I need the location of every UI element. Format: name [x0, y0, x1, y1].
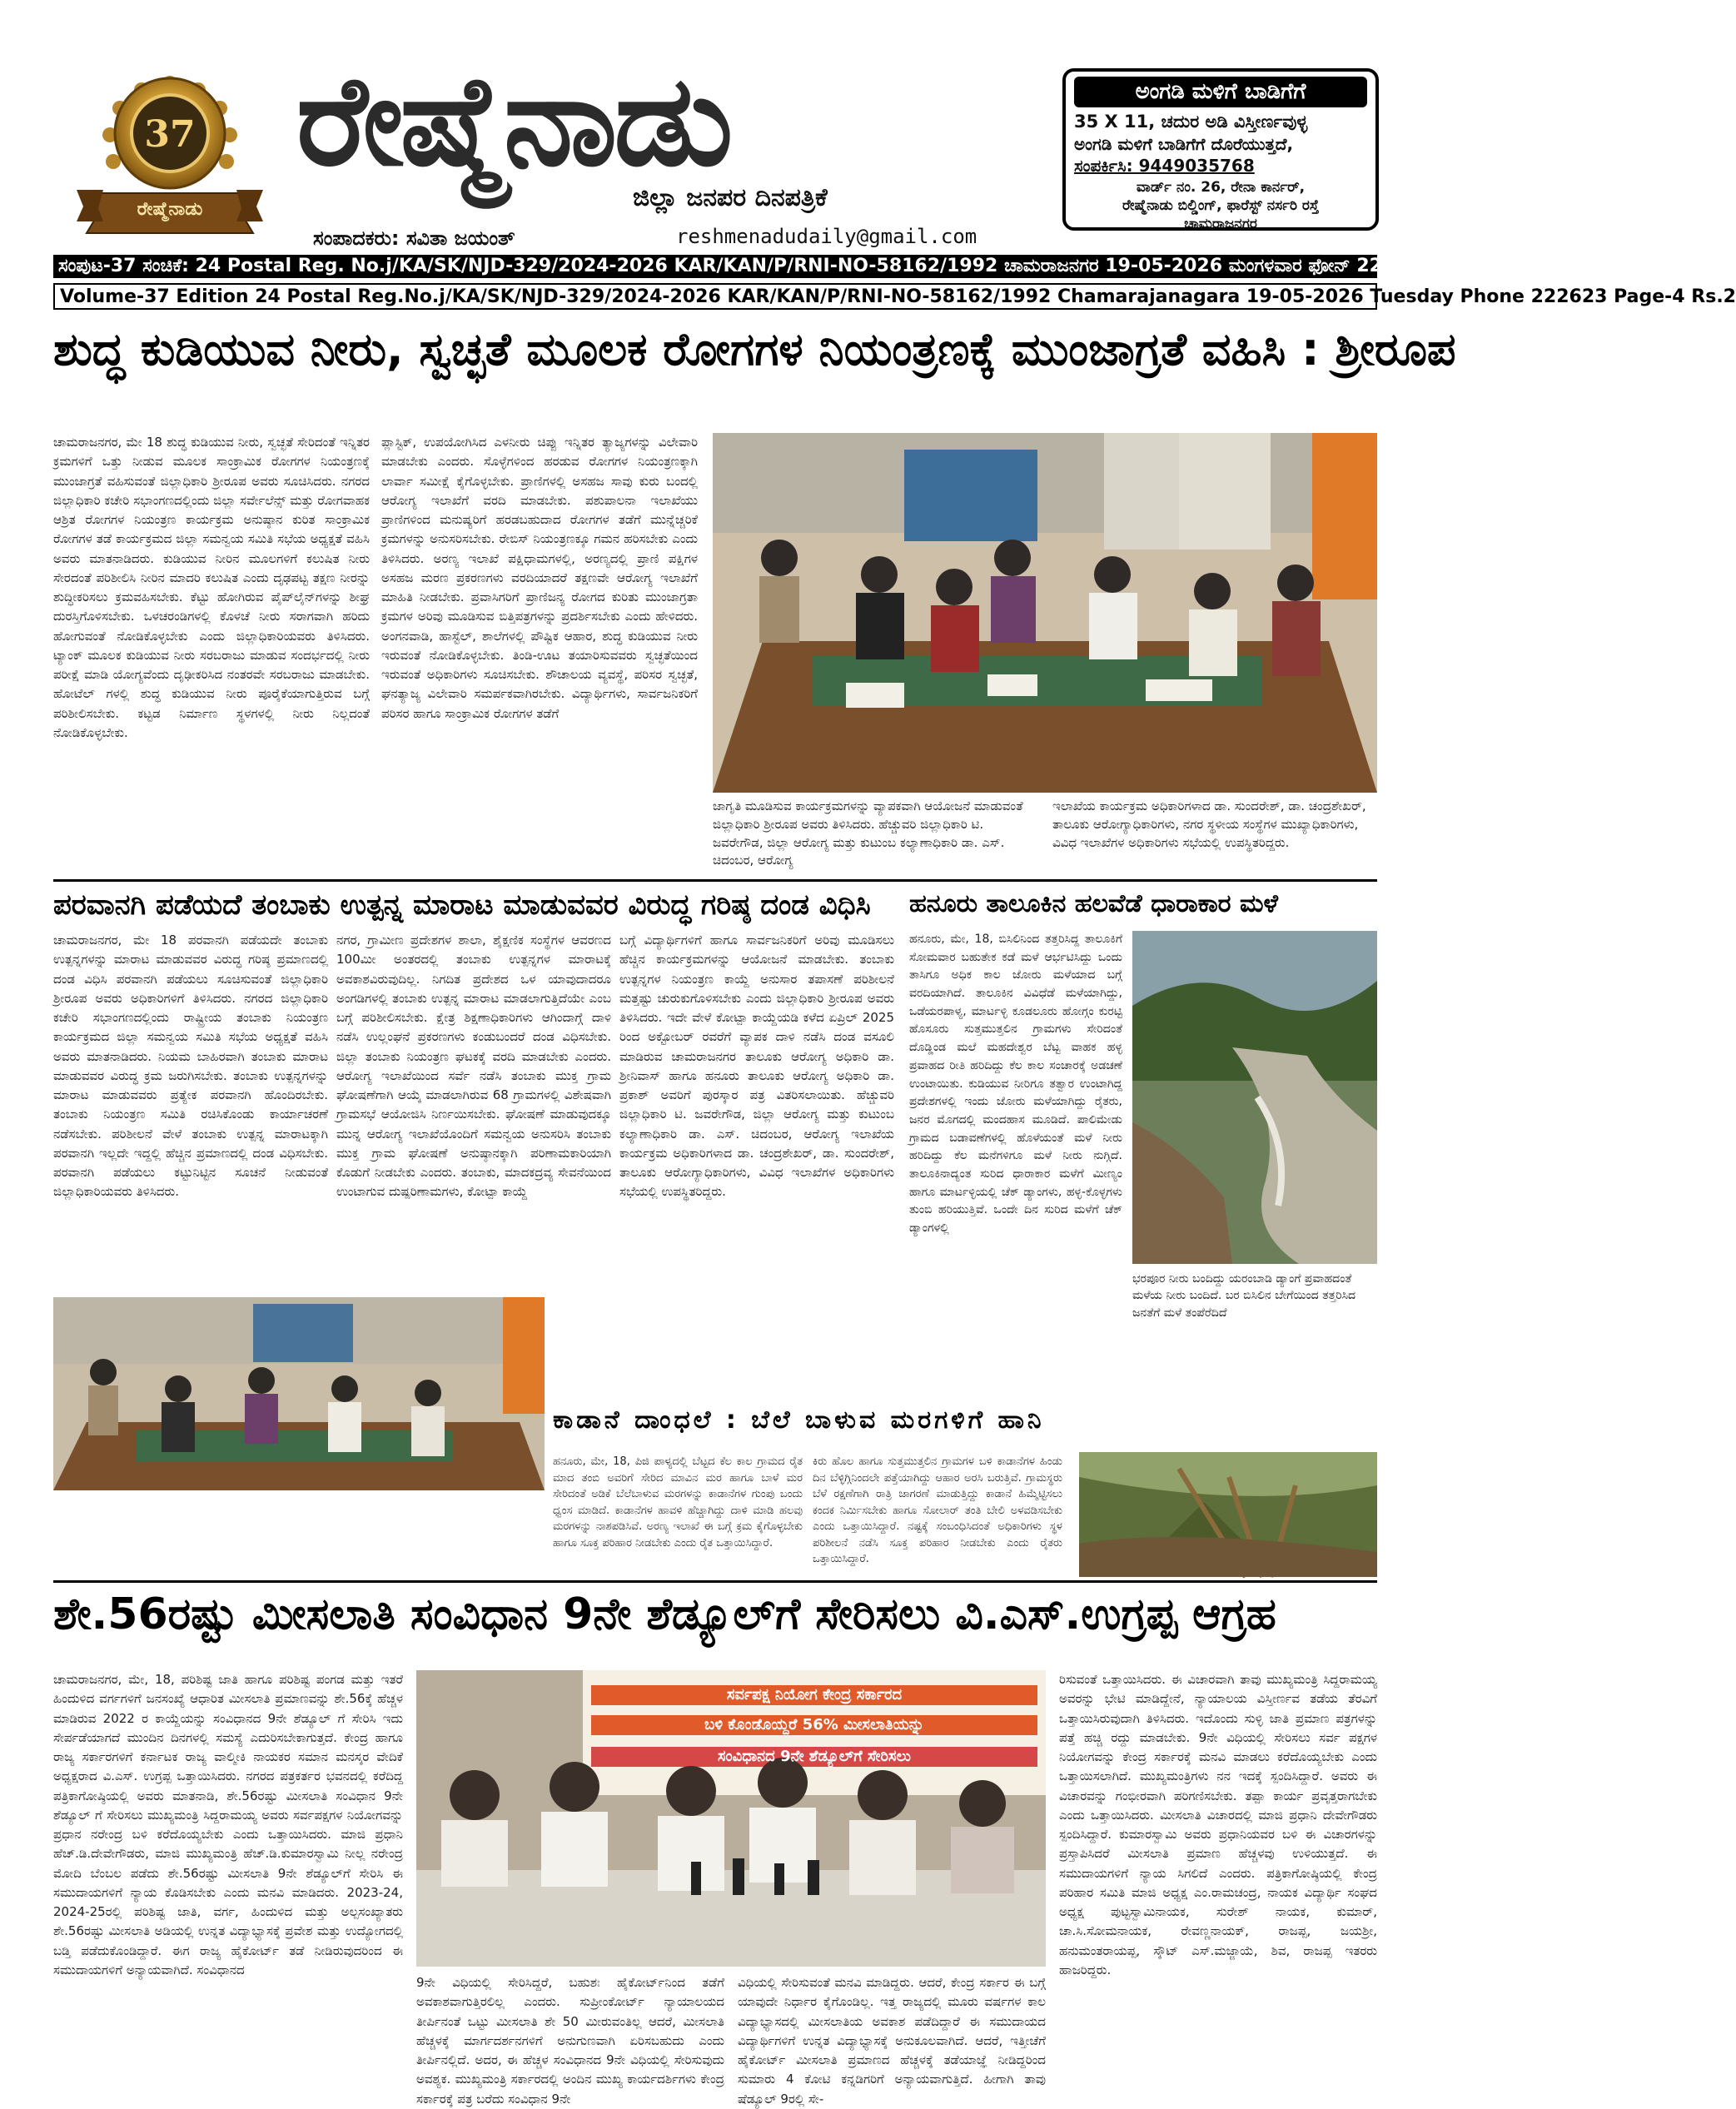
story2-headline: ಪರವಾನಗಿ ಪಡೆಯದೆ ತಂಬಾಕು ಉತ್ಪನ್ನ ಮಾರಾಟ ಮಾಡುವವರ ವಿರುದ್ಧ ಗರಿಷ್ಠ ದಂಡ ವಿಧಿಸಿ [53, 888, 871, 922]
issue-info-strip-kannada: ಸಂಪುಟ-37 ಸಂಚಿಕೆ: 24 Postal Reg. No.j/KA/SK/NJD-329/2024-2026 KAR/KAN/P/RNI-NO-58162/1992 ಚಾಮರಾಜನಗರ 19-05-2026 ಮಂಗಳವಾರ ಫೋನ್ 222623, ಪುಟ-4 ರೂ. 2 [53, 255, 1377, 278]
newspaper-tagline: ಜಿಲ್ಲಾ ಜನಪರ ದಿನಪತ್ರಿಕೆ [633, 183, 828, 212]
story1-column: ಚಾಮರಾಜನಗರ, ಮೇ 18 ಶುದ್ಧ ಕುಡಿಯುವ ನೀರು, ಸ್ವಚ್ಛತೆ ಸೇರಿದಂತೆ ಇನ್ನಿತರ ಕ್ರಮಗಳಿಗೆ ಒತ್ತು ನೀಡುವ ಮೂಲಕ ಸಾಂಕ್ರಾಮಿಕ ರೋಗಗಳ ನಿಯಂತ್ರಣಕ್ಕೆ ಮುಂಜಾಗ್ರತೆ ವಹಿಸುವಂತೆ ಜಿಲ್ಲಾಧಿಕಾರಿ ಶ್ರೀರೂಪ ಅವರು ಸೂಚಿಸಿದರು. ನಗರದ ಜಿಲ್ಲಾಧಿಕಾರಿ ಕಚೇರಿ ಸಭಾಂಗಣದಲ್ಲಿಂದು ಜಿಲ್ಲಾ ಸರ್ವೇಲೆನ್ಸ್ ಮತ್ತು ರೋಗವಾಹಕ ಆಶ್ರಿತ ರೋಗಗಳ ನಿಯಂತ್ರಣ ಕಾರ್ಯಕ್ರಮ ಅನುಷ್ಠಾನ ಕುರಿತ ಸಾಂಕ್ರಾಮಿಕ ರೋಗಗಳ ತಡೆ ಕಾರ್ಯಕ್ರಮದ ಜಿಲ್ಲಾ ಸಮನ್ವಯ ಸಮಿತಿ ಸಭೆಯ ಅಧ್ಯಕ್ಷತೆ ವಹಿಸಿ ಅವರು ಮಾತನಾಡಿದರು. ಕುಡಿಯುವ ನೀರಿನ ಮೂಲಗಳಿಗೆ ಕಲುಷಿತ ನೀರು ಸೇರದಂತೆ ಪರಿಶೀಲಿಸಿ ನೀರಿನ ಮಾದರಿ ಕಲುಷಿತ ಎಂದು ದೃಢಪಟ್ಟ ತಕ್ಷಣ ನೀರನ್ನು ಶುದ್ಧೀಕರಿಸಲು ಕ್ರಮವಹಿಸಬೇಕು. ಕೆಟ್ಟು ಹೋಗಿರುವ ಪೈಪ್‌ಲೈನ್‌ಗಳನ್ನು ಶೀಘ್ರ ದುರಸ್ತಿಗೊಳಿಸಬೇಕು. ಒಳಚರಂಡಿಗಳಲ್ಲಿ ಕೊಳಚೆ ನೀರು ಸರಾಗವಾಗಿ ಹರಿದು ಹೋಗುವಂತೆ ನೋಡಿಕೊಳ್ಳಬೇಕು ಎಂದು ಜಿಲ್ಲಾಧಿಕಾರಿಯವರು ತಿಳಿಸಿದರು. ಟ್ಯಾಂಕ್ ಮೂಲಕ ಕುಡಿಯುವ ನೀರು ಸರಬರಾಜು ಮಾಡುವ ಸಂದರ್ಭದಲ್ಲಿ ನೀರು ಪರೀಕ್ಷೆ ಮಾಡಿ ಯೋಗ್ಯವೆಂದು ದೃಢೀಕರಿಸಿದ ನಂತರವೇ ಸರಬರಾಜು ಮಾಡಬೇಕು. ಹೋಟೆಲ್ ಗಳಲ್ಲಿ ಶುದ್ಧ ಕುಡಿಯುವ ನೀರು ಪೂರೈಕೆಯಾಗುತ್ತಿರುವ ಬಗ್ಗೆ ಪರಿಶೀಲಿಸಬೇಕು. ಕಟ್ಟಡ ನಿರ್ಮಾಣ ಸ್ಥಳಗಳಲ್ಲಿ ನೀರು ನಿಲ್ಲದಂತೆ ನೋಡಿಕೊಳ್ಳಬೇಕು. [53, 435, 370, 740]
story4-column: ಕಿರು ಹೊಲ ಹಾಗೂ ಸುತ್ತಮುತ್ತಲಿನ ಗ್ರಾಮಗಳ ಬಳಿ ಕಾಡಾನೆಗಳ ಹಿಂಡು ದಿನ ಬೆಳ್ಳಿಗ್ಗಿನಿಂದಲೇ ಪತ್ತೆಯಾಗಿದ್ದು ಆಹಾರ ಅರಸಿ ಬರುತ್ತಿವೆ. ಗ್ರಾಮಸ್ಥರು ಬೆಳೆ ರಕ್ಷಣೆಗಾಗಿ ರಾತ್ರಿ ಜಾಗರಣೆ ಮಾಡುತ್ತಿದ್ದು ಕಾಡಾನೆ ಹಿಮ್ಮೆಟ್ಟಿಸಲು ಕಂದಕ ನಿರ್ಮಿಸಬೇಕು ಹಾಗೂ ಸೋಲಾರ್ ತಂತಿ ಬೇಲಿ ಅಳವಡಿಸಬೇಕು ಎಂದು ಒತ್ತಾಯಿಸಿದ್ದಾರೆ. ನಷ್ಟಕ್ಕೆ ಸಂಬಂಧಿಸಿದಂತೆ ಅಧಿಕಾರಿಗಳು ಸ್ಥಳ ಪರಿಶೀಲನೆ ನಡೆಸಿ ಸೂಕ್ತ ಪರಿಹಾರ ನೀಡಬೇಕು ಎಂದು ರೈತರು ಒತ್ತಾಯಿಸಿದ್ದಾರೆ. [813, 1455, 1062, 1565]
story2-column: ಚಾಮರಾಜನಗರ, ಮೇ 18 ಪರವಾನಗಿ ಪಡೆಯದೇ ತಂಬಾಕು ಉತ್ಪನ್ನಗಳನ್ನು ಮಾರಾಟ ಮಾಡುವವರ ವಿರುದ್ಧ ಗರಿಷ್ಠ ಪ್ರಮಾಣದಲ್ಲಿ ದಂಡ ವಿಧಿಸಿ ಪರವಾನಗಿ ಪಡೆಯಲು ಸೂಚಿಸುವಂತೆ ಜಿಲ್ಲಾಧಿಕಾರಿ ಶ್ರೀರೂಪ ಅವರು ಅಧಿಕಾರಿಗಳಿಗೆ ತಿಳಿಸಿದರು. ನಗರದ ಜಿಲ್ಲಾಧಿಕಾರಿ ಕಚೇರಿ ಸಭಾಂಗಣದಲ್ಲಿಂದು ರಾಷ್ಟ್ರೀಯ ತಂಬಾಕು ನಿಯಂತ್ರಣ ಕಾರ್ಯಕ್ರಮದ ಜಿಲ್ಲಾ ಸಮನ್ವಯ ಸಮಿತಿ ಸಭೆಯ ಅಧ್ಯಕ್ಷತೆ ವಹಿಸಿ ಅವರು ಮಾತನಾಡಿದರು. ನಿಯಮ ಬಾಹಿರವಾಗಿ ತಂಬಾಕು ಮಾರಾಟ ಮಾಡುವವರ ವಿರುದ್ಧ ಕ್ರಮ ಜರುಗಿಸಬೇಕು. ತಂಬಾಕು ಉತ್ಪನ್ನಗಳನ್ನು ಮಾರಾಟ ಮಾಡುವವರು ಪ್ರತ್ಯೇಕ ಪರವಾನಗಿ ಹೊಂದಿರಬೇಕು. ತಂಬಾಕು ನಿಯಂತ್ರಣ ಸಮಿತಿ ರಚಿಸಿಕೊಂಡು ಕಾರ್ಯಾಚರಣೆ ನಡೆಸಬೇಕು. ಪರಿಶೀಲನೆ ವೇಳೆ ತಂಬಾಕು ಉತ್ಪನ್ನ ಮಾರಾಟಕ್ಕಾಗಿ ಪರವಾನಗಿ ಇಲ್ಲದೇ ಇದ್ದಲ್ಲಿ ಹೆಚ್ಚಿನ ಪ್ರಮಾಣದಲ್ಲಿ ದಂಡ ವಿಧಿಸಬೇಕು. ಪರವಾನಗಿ ಪಡೆಯಲು ಕಟ್ಟುನಿಟ್ಟಿನ ಸೂಚನೆ ನೀಡುವಂತೆ ಜಿಲ್ಲಾಧಿಕಾರಿಯವರು ತಿಳಿಸಿದರು. [53, 933, 328, 1200]
story4-headline: ಕಾಡಾನೆ ದಾಂಧಲೆ : ಬೆಲೆ ಬಾಳುವ ಮರಗಳಿಗೆ ಹಾನಿ [553, 1405, 1045, 1435]
section-divider [53, 1580, 1377, 1583]
ad-address: ರೇಷ್ಮೆನಾಡು ಬಿಲ್ಡಿಂಗ್, ಫಾರೆಸ್ಟ್ ನರ್ಸರಿ ರಸ್ತೆ [1122, 197, 1320, 215]
story1-caption: ಇಲಾಖೆಯ ಕಾರ್ಯಕ್ರಮ ಅಧಿಕಾರಿಗಳಾದ ಡಾ. ಸುಂದರೇಶ್, ಡಾ. ಚಂದ್ರಶೇಖರ್, ತಾಲೂಕು ಆರೋಗ್ಯಾಧಿಕಾರಿಗಳು, ನಗರ ಸ್ಥಳೀಯ ಸಂಸ್ಥೆಗಳ ಮುಖ್ಯಾಧಿಕಾರಿಗಳು, ವಿವಿಧ ಇಲಾಖೆಗಳ ಅಧಿಕಾರಿಗಳು ಸಭೆಯಲ್ಲಿ ಉಪಸ್ಥಿತರಿದ್ದರು. [1052, 798, 1366, 850]
section-divider [53, 879, 1377, 882]
press-banner-text: ಬಳಿ ಕೊಂಡೊಯ್ದರೆ 56% ಮೀಸಲಾತಿಯನ್ನು [704, 1716, 924, 1733]
story3-caption: ಭರಪೂರ ನೀರು ಬಂದಿದ್ದು ಯರಂಬಾಡಿ ಡ್ಯಾಂಗೆ ಪ್ರವಾಹದಂತೆ ಮಳೆಯ ನೀರು ಬಂದಿದೆ. ಬರ ಬಿಸಿಲಿನ ಬೇಗೆಯಿಂದ ತತ್ತರಿಸಿದ ಜನತೆಗೆ ಮಳೆ ತಂಪೆರೆದಿದೆ [1132, 1272, 1356, 1320]
masthead [0, 0, 1420, 250]
story5-column: ವಿಧಿಯಲ್ಲಿ ಸೇರಿಸುವಂತೆ ಮನವಿ ಮಾಡಿದ್ದರು. ಆದರೆ, ಕೇಂದ್ರ ಸರ್ಕಾರ ಈ ಬಗ್ಗೆ ಯಾವುದೇ ನಿರ್ಧಾರ ಕೈಗೊಂಡಿಲ್ಲ. ಇತ್ತ ರಾಜ್ಯದಲ್ಲಿ ಮೂರು ವರ್ಷಗಳ ಕಾಲ ವಿದ್ಯಾಭ್ಯಾಸದಲ್ಲಿ ಮೀಸಲಾತಿಯ ಅವಕಾಶ ಪಡೆದಿದ್ದಾರೆ ಈ ಸಮುದಾಯದ ವಿದ್ಯಾರ್ಥಿಗಳಿಗೆ ಉನ್ನತ ವಿದ್ಯಾಭ್ಯಾಸಕ್ಕೆ ಅನುಕೂಲವಾಗಿದೆ. ಆದರೆ, ಇತ್ತೀಚೆಗೆ ಹೈಕೋರ್ಟ್ ಮೀಸಲಾತಿ ಪ್ರಮಾಣದ ಹೆಚ್ಚಳಕ್ಕೆ ತಡೆಯಾಜ್ಞೆ ನೀಡಿದ್ದರಿಂದ ಸುಮಾರು 4 ಕೋಟಿ ಕನ್ನಡಿಗರಿಗೆ ಅನ್ಯಾಯವಾಗುತ್ತಿದೆ. ಹೀಗಾಗಿ ತಾವು ಷೆಡ್ಯೂಲ್ 9ರಲ್ಲಿ ಸೇ- [738, 1975, 1046, 2107]
ad-line: ಅಂಗಡಿ ಮಳಿಗೆ ಬಾಡಿಗೆಗೆ ದೊರೆಯುತ್ತದೆ, [1074, 134, 1294, 155]
logo-ribbon-text: ರೇಷ್ಮೆನಾಡು [137, 198, 203, 220]
elephant-damage-photo [1079, 1452, 1377, 1577]
story2-column: ಬಗ್ಗೆ ವಿದ್ಯಾರ್ಥಿಗಳಿಗೆ ಹಾಗೂ ಸಾರ್ವಜನಿಕರಿಗೆ ಅರಿವು ಮೂಡಿಸಲು ಹೆಚ್ಚಿನ ಕಾರ್ಯಕ್ರಮಗಳನ್ನು ಆಯೋಜನೆ ಮಾಡಬೇಕು. ತಂಬಾಕು ಉತ್ಪನ್ನಗಳ ನಿಯಂತ್ರಣ ಕಾಯ್ದೆ ಅನುಸಾರ ತಪಾಸಣೆ ಪರಿಶೀಲನೆ ಮತ್ತಷ್ಟು ಚುರುಕುಗೊಳಿಸಬೇಕು ಎಂದು ಜಿಲ್ಲಾಧಿಕಾರಿ ಶ್ರೀರೂಪ ಅವರು ತಿಳಿಸಿದರು. ಇದೇ ವೇಳೆ ಕೋಟ್ಪಾ ಕಾಯ್ದೆಯಡಿ ಕಳೆದ ಏಪ್ರಿಲ್ 2025 ರಿಂದ ಅಕ್ಟೋಬರ್ ರವರೆಗೆ ವ್ಯಾಪಕ ದಾಳಿ ನಡೆಸಿ ದಂಡ ವಸೂಲಿ ಮಾಡಿರುವ ಚಾಮರಾಜನಗರ ತಾಲೂಕು ಆರೋಗ್ಯ ಅಧಿಕಾರಿ ಡಾ. ಶ್ರೀನಿವಾಸ್ ಹಾಗೂ ಹನೂರು ತಾಲೂಕು ಆರೋಗ್ಯ ಅಧಿಕಾರಿ ಡಾ. ಪ್ರಕಾಶ್ ಅವರಿಗೆ ಪುರಸ್ಕಾರ ಪತ್ರ ವಿತರಿಸಲಾಯಿತು. ಹೆಚ್ಚುವರಿ ಜಿಲ್ಲಾಧಿಕಾರಿ ಟಿ. ಜವರೇಗೌಡ, ಜಿಲ್ಲಾ ಆರೋಗ್ಯ ಮತ್ತು ಕುಟುಂಬ ಕಲ್ಯಾಣಾಧಿಕಾರಿ ಡಾ. ಎಸ್. ಚಿದಂಬರ, ಆರೋಗ್ಯ ಇಲಾಖೆಯ ಕಾರ್ಯಕ್ರಮ ಅಧಿಕಾರಿಗಳಾದ ಡಾ. ಚಂದ್ರಶೇಖರ್, ಡಾ. ಸುಂದರೇಶ್, ತಾಲೂಕು ಆರೋಗ್ಯಾಧಿಕಾರಿಗಳು, ವಿವಿಧ ಇಲಾಖೆಗಳ ಅಧಿಕಾರಿಗಳು ಸಭೆಯಲ್ಲಿ ಉಪಸ್ಥಿತರಿದ್ದರು. [619, 933, 894, 1200]
story3-body: ಹನೂರು, ಮೇ, 18, ಬಿಸಿಲಿನಿಂದ ತತ್ತರಿಸಿದ್ದ ತಾಲೂಕಿಗೆ ಸೋಮವಾರ ಬಹುತೇಕ ಕಡೆ ಮಳೆ ಆರ್ಭಟಿಸಿದ್ದು ಒಂದು ತಾಸಿಗೂ ಅಧಿಕ ಕಾಲ ಜೋರು ಮಳೆಯಾದ ಬಗ್ಗೆ ವರದಿಯಾಗಿದೆ. ತಾಲೂಕಿನ ವಿವಿಧೆಡೆ ಮಳೆಯಾಗಿದ್ದು, ಒಡೆಯರಪಾಳ್ಯ, ಮಾರ್ಟಳ್ಳಿ ಕೂಡಲೂರು ಹೋಗ್ಗಂ ಕುರಟ್ಟಿ ಹೊಸೂರು ಸುತ್ತಮುತ್ತಲಿನ ಗ್ರಾಮಗಳು ಸೇರಿದಂತೆ ದೊಡ್ಡಿಂಡ ಮಲೆ ಮಹದೇಶ್ವರ ಬೆಟ್ಟ ವಾಹಕ ಹಳ್ಳ ಪ್ರವಾಹದ ರೀತಿ ಹರಿದಿದ್ದು ಕೆಲ ಕಾಲ ಸಂಚಾರಕ್ಕೆ ಅಡಚಣೆ ಉಂಟಾಯಿತು. ಕುಡಿಯುವ ನೀರಿಗೂ ತತ್ವಾರ ಉಂಟಾಗಿದ್ದ ಪ್ರದೇಶಗಳಲ್ಲಿ ಇಂದು ಜೋರು ಮಳೆಯಾಗಿದ್ದು ರೈತರು, ಜನರ ಮೊಗದಲ್ಲಿ ಮಂದಹಾಸ ಮೂಡಿದೆ. ಪಾಲಿಮೇಡು ಗ್ರಾಮದ ಬಡಾವಣೆಗಳಲ್ಲಿ ಹೊಳೆಯಂತೆ ಮಳೆ ನೀರು ಹರಿದಿದ್ದು ಕೆಲ ಮನೆಗಳಿಗೂ ಮಳೆ ನೀರು ನುಗ್ಗಿದೆ. ತಾಲೂಕಿನಾದ್ಯಂತ ಸುರಿದ ಧಾರಾಕಾರ ಮಳೆಗೆ ಮೀಣ್ಯಂ ಹಾಗೂ ಮಾರ್ಟಳ್ಳಿಯಲ್ಲಿ ಚೆಕ್ ಡ್ಯಾಂಗಳು, ಹಳ್ಳ-ಕೊಳ್ಳಗಳು ತುಂಬಿ ಹರಿಯುತ್ತಿವೆ. ಒಂದೇ ದಿನ ಸುರಿದ ಮಳೆಗೆ ಚೆಕ್ ಡ್ಯಾಂಗಳಲ್ಲಿ [909, 933, 1122, 1235]
story1-column: ಪ್ಲಾಸ್ಟಿಕ್, ಉಪಯೋಗಿಸಿದ ಎಳನೀರು ಚಿಪ್ಪು ಇನ್ನಿತರ ತ್ಯಾಜ್ಯಗಳನ್ನು ವಿಲೇವಾರಿ ಮಾಡಬೇಕು ಎಂದರು. ಸೊಳ್ಳೆಗಳಿಂದ ಹರಡುವ ರೋಗಗಳ ನಿಯಂತ್ರಣಕ್ಕಾಗಿ ಲಾರ್ವಾ ಸಮೀಕ್ಷೆ ಕೈಗೊಳ್ಳಬೇಕು. ಪ್ರಾಣಿಗಳಲ್ಲಿ ಅಸಹಜ ಸಾವು ಕುರು ಬಂದಲ್ಲಿ ಆರೋಗ್ಯ ಇಲಾಖೆಗೆ ವರದಿ ಮಾಡಬೇಕು. ಪಶುಪಾಲನಾ ಇಲಾಖೆಯು ಪ್ರಾಣಿಗಳಿಂದ ಮನುಷ್ಯರಿಗೆ ಹರಡಬಹುದಾದ ರೋಗಗಳ ತಡೆಗೆ ಮುನ್ನೆಚ್ಚರಿಕೆ ಕ್ರಮಗಳನ್ನು ಅನುಸರಿಸಬೇಕು. ರೇಬಿಸ್ ನಿಯಂತ್ರಣಕ್ಕೂ ಗಮನ ಹರಿಸಬೇಕು ಎಂದು ತಿಳಿಸಿದರು. ಅರಣ್ಯ ಇಲಾಖೆ ಪಕ್ಷಿಧಾಮಗಳಲ್ಲಿ, ಅರಣ್ಯದಲ್ಲಿ ಪ್ರಾಣಿ ಪಕ್ಷಿಗಳ ಅಸಹಜ ಮರಣ ಪ್ರಕರಣಗಳು ವರದಿಯಾದರೆ ತಕ್ಷಣವೇ ಆರೋಗ್ಯ ಇಲಾಖೆಗೆ ಮಾಹಿತಿ ನೀಡಬೇಕು. ಪ್ರವಾಸಿಗರಿಗೆ ಪ್ರಾಣಿಜನ್ಯ ರೋಗದ ಕುರಿತು ಮುಂಜಾಗ್ರತಾ ಕ್ರಮಗಳ ಅರಿವು ಮೂಡಿಸುವ ಬಿತ್ತಿಪತ್ರಗಳನ್ನು ಪ್ರದರ್ಶಿಸಬೇಕು ಎಂದು ಹೇಳಿದರು. ಅಂಗನವಾಡಿ, ಹಾಸ್ಟೆಲ್, ಶಾಲೆಗಳಲ್ಲಿ ಪೌಷ್ಟಿಕ ಆಹಾರ, ಶುದ್ಧ ಕುಡಿಯುವ ನೀರು ಇರುವಂತೆ ನೋಡಿಕೊಳ್ಳಬೇಕು. ತಿಂಡಿ-ಊಟ ತಯಾರಿಸುವವರು ಸ್ವಚ್ಛತೆಯಿಂದ ಇರುವಂತೆ ಅಧಿಕಾರಿಗಳು ಸೂಚಿಸಬೇಕು. ಶೌಚಾಲಯ ವ್ಯವಸ್ಥೆ, ಪರಿಸರ ಸ್ವಚ್ಛತೆ, ಘನತ್ಯಾಜ್ಯ ವಿಲೇವಾರಿ ಸಮರ್ಪಕವಾಗಿರಬೇಕು. ವಿದ್ಯಾರ್ಥಿಗಳು, ಸಾರ್ವಜನಿಕರಿಗೆ ಪರಿಸರ ಹಾಗೂ ಸಾಂಕ್ರಾಮಿಕ ರೋಗಗಳ ತಡೆಗೆ [381, 435, 698, 721]
story5-column: ರಿಸುವಂತೆ ಒತ್ತಾಯಿಸಿದರು. ಈ ವಿಚಾರವಾಗಿ ತಾವು ಮುಖ್ಯಮಂತ್ರಿ ಸಿದ್ದರಾಮಯ್ಯ ಅವರನ್ನು ಭೇಟಿ ಮಾಡಿದ್ದೇನೆ, ನ್ಯಾಯಾಲಯ ವಿಸ್ತೀರ್ಣವ ತಡೆಯ ತೆರವಿಗೆ ಒತ್ತಾಯಿಸಿರುವುದಾಗಿ ತಿಳಿಸಿದರು. ಇದೊಂದು ಸುಳ್ಳಿ ಜಾತಿ ಪ್ರಮಾಣ ಪತ್ರಗಳನ್ನು ಪತ್ತೆ ಹಚ್ಚಿ ರದ್ದು ಮಾಡಬೇಕು. 9ನೇ ವಿಧಿಯಲ್ಲಿ ಸೇರಿಸಲು ಸರ್ವ ಪಕ್ಷಗಳ ನಿಯೋಗವನ್ನು ಕೇಂದ್ರ ಸರ್ಕಾರಕ್ಕೆ ಮನವಿ ಮಾಡಲು ಕರೆದೊಯ್ಯಬೇಕು ಎಂದು ಒತ್ತಾಯಿಸಲಾಗಿದೆ. ಮುಖ್ಯಮಂತ್ರಿಗಳು ನನ ಇದಕ್ಕೆ ಸ್ಪಂದಿಸಿದ್ದಾರೆ. ಅವರು ಈ ವಿಚಾರವನ್ನು ಗಂಭೀರವಾಗಿ ಪರಿಗಣಿಸಬೇಕು. ತಪ್ಪಾ ಕಾರ್ಯ ಪ್ರವೃತ್ತರಾಗಬೇಕು ಎಂದು ಒತ್ತಾಯಿಸಿದರು. ಮೀಸಲಾತಿ ವಿಚಾರದಲ್ಲಿ ಮಾಜಿ ಪ್ರಧಾನಿ ದೇವೇಗೌಡರು ಸ್ಪಂದಿಸಿದ್ದಾರೆ. ಕುಮಾರಸ್ವಾಮಿ ಅವರು ಪ್ರಧಾನಿಯವರ ಬಳಿ ಈ ವಿಚಾರಗಳನ್ನು ಪ್ರಸ್ತಾಪಿಸಿದರೆ ಮೀಸಲಾತಿ ಪ್ರಮಾಣ ಹೆಚ್ಚಳವು ಉಳಿಯುತ್ತದೆ. ಈ ಸಮುದಾಯಗಳಿಗೆ ನ್ಯಾಯ ಸಿಗಲಿದೆ ಎಂದರು. ಪತ್ರಿಕಾಗೋಷ್ಠಿಯಲ್ಲಿ ಕೇಂದ್ರ ಪರಿಹಾರ ಸಮಿತಿ ಮಾಜಿ ಅಧ್ಯಕ್ಷ ಎಂ.ರಾಮಚಂದ್ರ, ನಾಯಕ ವಿದ್ಯಾರ್ಥಿ ಸಂಘದ ಅಧ್ಯಕ್ಷ ಪುಟ್ಟಸ್ವಾಮಿನಾಯಕ, ಸುರೇಶ್ ನಾಯಕ, ಕುಮಾರ್, ಚಾ.ಸಿ.ಸೋಮನಾಯಕ, ರೇವಣ್ಣನಾಯಕ್, ರಾಜಪ್ಪ, ಜಯಶ್ರೀ, ಹನುಮಂತರಾಯಪ್ಪ, ಸ್ಕೌಟ್ ಎಸ್.ಮಜ್ಜಾಯೆ, ಶಿವ, ರಾಜಪ್ಪ ಇತರರು ಹಾಜರಿದ್ದರು. [1059, 1672, 1377, 1977]
newspaper-logo [65, 68, 275, 240]
story2-column: ನಗರ, ಗ್ರಾಮೀಣ ಪ್ರದೇಶಗಳ ಶಾಲಾ, ಶೈಕ್ಷಣಿಕ ಸಂಸ್ಥೆಗಳ ಆವರಣದ 100ಮೀ ಅಂತರದಲ್ಲಿ ತಂಬಾಕು ಉತ್ಪನ್ನಗಳ ಮಾರಾಟಕ್ಕೆ ಅವಕಾಶವಿರುವುದಿಲ್ಲ. ನಿಗದಿತ ಪ್ರದೇಶದ ಒಳ ಯಾವುದಾದರೂ ಅಂಗಡಿಗಳಲ್ಲಿ ತಂಬಾಕು ಉತ್ಪನ್ನ ಮಾರಾಟ ಮಾಡಲಾಗುತ್ತಿದೆಯೇ ಎಂಬ ಬಗ್ಗೆ ಪರಿಶೀಲಿಸಬೇಕು. ಕ್ಷೇತ್ರ ಶಿಕ್ಷಣಾಧಿಕಾರಿಗಳು ಆಗಿಂದಾಗ್ಗೆ ದಾಳಿ ನಡೆಸಿ ಉಲ್ಲಂಘನೆ ಪ್ರಕರಣಗಳು ಕಂಡುಬಂದರೆ ದಂಡ ವಿಧಿಸಬೇಕು. ಜಿಲ್ಲಾ ತಂಬಾಕು ನಿಯಂತ್ರಣ ಘಟಕಕ್ಕೆ ವರದಿ ಮಾಡಬೇಕು ಎಂದರು. ಆರೋಗ್ಯ ಇಲಾಖೆಯಿಂದ ಸರ್ವೆ ನಡೆಸಿ ತಂಬಾಕು ಮುಕ್ತ ಗ್ರಾಮ ಘೋಷಣೆಗಾಗಿ ಆಯ್ಕೆ ಮಾಡಲಾಗಿರುವ 68 ಗ್ರಾಮಗಳಲ್ಲಿ ವಿಶೇಷವಾಗಿ ಗ್ರಾಮಸಭೆ ಆಯೋಜಿಸಿ ನಿರ್ಣಯಿಸಬೇಕು. ಘೋಷಣೆ ಮಾಡುವುದಕ್ಕೂ ಮುನ್ನ ಆರೋಗ್ಯ ಇಲಾಖೆಯೊಂದಿಗೆ ಸಮನ್ವಯ ಅನುಸರಿಸಿ ತಂಬಾಕು ಮುಕ್ತ ಗ್ರಾಮ ಘೋಷಣೆ ಅನುಷ್ಠಾನಕ್ಕಾಗಿ ಪರಿಣಾಮಕಾರಿಯಾಗಿ ಕೊಡುಗೆ ನೀಡಬೇಕು ಎಂದರು. ತಂಬಾಕು, ಮಾದಕದ್ರವ್ಯ ಸೇವನೆಯಿಂದ ಉಂಟಾಗುವ ದುಷ್ಪರಿಣಾಮಗಳು, ಕೋಟ್ಪಾ ಕಾಯ್ದೆ [336, 933, 611, 1200]
story1-headline: ಶುದ್ಧ ಕುಡಿಯುವ ನೀರು, ಸ್ವಚ್ಛತೆ ಮೂಲಕ ರೋಗಗಳ ನಿಯಂತ್ರಣಕ್ಕೆ ಮುಂಜಾಗ್ರತೆ ವಹಿಸಿ : ಶ್ರೀರೂಪ [53, 323, 1456, 376]
newspaper-title: ರೇಷ್ಮೆನಾಡು [296, 47, 730, 194]
contact-email: reshmenadudaily@gmail.com [676, 225, 977, 248]
story5-column: ಚಾಮರಾಜನಗರ, ಮೇ, 18, ಪರಿಶಿಷ್ಟ ಜಾತಿ ಹಾಗೂ ಪರಿಶಿಷ್ಟ ಪಂಗಡ ಮತ್ತು ಇತರೆ ಹಿಂದುಳಿದ ವರ್ಗಗಳಿಗೆ ಜನಸಂಖ್ಯೆ ಆಧಾರಿತ ಮೀಸಲಾತಿ ಪ್ರಮಾಣವನ್ನು ಶೇ.56ಕ್ಕೆ ಹೆಚ್ಚಳ ಮಾಡಿರುವ 2022 ರ ಕಾಯ್ದೆಯನ್ನು ಸಂವಿಧಾನದ 9ನೇ ಶೆಡ್ಯೂಲ್ ಗೆ ಸೇರಿಸಿ ಇದು ಸೇರ್ಪಡೆಯಾಗದೆ ಮುಂದಿನ ದಿನಗಳಲ್ಲಿ ಸಮಸ್ಯೆ ಎದುರಿಸಬೇಕಾಗುತ್ತದೆ. ಕೇಂದ್ರ ಹಾಗೂ ರಾಜ್ಯ ಸರ್ಕಾರಗಳಿಗೆ ಕರ್ನಾಟಕ ರಾಜ್ಯ ವಾಲ್ಮೀಕಿ ನಾಯಕರ ಸಮಾನ ಮನಸ್ಕರ ವೇದಿಕೆ ಅಧ್ಯಕ್ಷರಾದ ವಿ.ಎಸ್. ಉಗ್ರಪ್ಪ ಒತ್ತಾಯಿಸಿದರು. ನಗರದ ಪತ್ರಕರ್ತರ ಭವನದಲ್ಲಿ ಕರೆದಿದ್ದ ಪತ್ರಿಕಾಗೋಷ್ಠಿಯಲ್ಲಿ ಅವರು ಮಾತನಾಡಿ, ಶೇ.56ರಷ್ಟು ಮೀಸಲಾತಿ ಸಂವಿಧಾನ 9ನೇ ಶೆಡ್ಯೂಲ್ ಗೆ ಸೇರಿಸಲು ಮುಖ್ಯಮಂತ್ರಿ ಸಿದ್ದರಾಮಯ್ಯ ಅವರು ಸರ್ವಪಕ್ಷಗಳ ನಿಯೋಗವನ್ನು ಪ್ರಧಾನ ನರೇಂದ್ರ ಬಳಿ ಕರೆದೊಯ್ಯಬೇಕು ಎಂದು ಒತ್ತಾಯಿಸಿದರು. ಮಾಜಿ ಪ್ರಧಾನಿ ಹೆಚ್.ಡಿ.ದೇವೇಗೌಡರು, ಮಾಜಿ ಮುಖ್ಯಮಂತ್ರಿ ಹೆಚ್.ಡಿ.ಕುಮಾರಸ್ವಾಮಿ ನೀಲ್ಲ ನರೇಂದ್ರ ಮೋದಿ ಬೆಂಬಲ ಪಡೆದು ಶೇ.56ರಷ್ಟು ಮೀಸಲಾತಿ 9ನೇ ಶೆಡ್ಯೂಲ್‌ಗೆ ಸೇರಿಸಿ ಈ ಸಮುದಾಯಗಳಿಗೆ ನ್ಯಾಯ ಕೊಡಿಸಬೇಕು ಎಂದು ಮನವಿ ಮಾಡಿದರು. 2023-24, 2024-25ರಲ್ಲಿ ಪರಿಶಿಷ್ಟ ಜಾತಿ, ವರ್ಗ, ಹಿಂದುಳಿದ ಮತ್ತು ಅಲ್ಪಸಂಖ್ಯಾತರು ಶೇ.56ರಷ್ಟು ಮೀಸಲಾತಿ ಅಡಿಯಲ್ಲಿ ಉನ್ನತ ವಿದ್ಯಾಭ್ಯಾಸಕ್ಕೆ ಪ್ರವೇಶ ಮತ್ತು ಉದ್ಯೋಗದಲ್ಲಿ ಬಡ್ತಿ ಪಡೆದುಕೊಂಡಿದ್ದಾರೆ. ಈಗ ರಾಜ್ಯ ಹೈಕೋರ್ಟ್ ತಡೆ ನೀಡಿರುವುದರಿಂದ ಈ ಸಮುದಾಯಗಳಿಗೆ ಅನ್ಯಾಯವಾಗಿದೆ. ಸಂವಿಧಾನದ [53, 1672, 403, 1977]
press-banner-text: ಸರ್ವಪಕ್ಷ ನಿಯೋಗ ಕೇಂದ್ರ ಸರ್ಕಾರದ [726, 1686, 903, 1704]
story4-column: ಹನೂರು, ಮೇ, 18, ಪಿಜಿ ಪಾಳ್ಯದಲ್ಲಿ ಬೆಟ್ಟದ ಕೆಲ ಕಾಲ ಗ್ರಾಮದ ರೈತ ಮಾದ ತಂಬಿ ಅವರಿಗೆ ಸೇರಿದ ಮಾವಿನ ಮರ ಹಾಗೂ ಬಾಳೆ ಮರ ಸೇರಿದಂತೆ ಅಡಿಕೆ ಬೆಲೆಬಾಳುವ ಮರಗಳನ್ನು ಕಾಡಾನೆಗಳ ಗುಂಪು ಬಂದು ಧ್ವಂಸ ಮಾಡಿದೆ. ಕಾಡಾನೆಗಳ ಹಾವಳಿ ಹೆಚ್ಚಾಗಿದ್ದು ದಾಳಿ ಮಾಡಿ ಹಲವು ಮರಗಳನ್ನು ನಾಶಪಡಿಸಿವೆ. ಅರಣ್ಯ ಇಲಾಖೆ ಈ ಬಗ್ಗೆ ಕ್ರಮ ಕೈಗೊಳ್ಳಬೇಕು ಹಾಗೂ ಸೂಕ್ತ ಪರಿಹಾರ ನೀಡಬೇಕು ಎಂದು ರೈತ ಒತ್ತಾಯಿಸಿದ್ದಾರೆ. [553, 1455, 803, 1549]
press-banner-text: ಸಂವಿಧಾನದ 9ನೇ ಶೆಡ್ಯೂಲ್‌ಗೆ ಸೇರಿಸಲು [718, 1748, 911, 1765]
rain-flood-photo [1132, 931, 1377, 1264]
editor-line: ಸಂಪಾದಕರು: ಸವಿತಾ ಜಯಂತ್ [313, 226, 515, 250]
ad-title: ಅಂಗಡಿ ಮಳಿಗೆ ಬಾಡಿಗೆಗೆ [1074, 77, 1367, 107]
story1-caption: ಜಾಗೃತಿ ಮೂಡಿಸುವ ಕಾರ್ಯಕ್ರಮಗಳನ್ನು ವ್ಯಾಪಕವಾಗಿ ಆಯೋಜನೆ ಮಾಡುವಂತೆ ಜಿಲ್ಲಾಧಿಕಾರಿ ಶ್ರೀರೂಪ ಅವರು ತಿಳಿಸಿದರು. ಹೆಚ್ಚುವರಿ ಜಿಲ್ಲಾಧಿಕಾರಿ ಟಿ. ಜವರೇಗೌಡ, ಜಿಲ್ಲಾ ಆರೋಗ್ಯ ಮತ್ತು ಕುಟುಂಬ ಕಲ್ಯಾಣಾಧಿಕಾರಿ ಡಾ. ಎಸ್. ಚಿದಂಬರ, ಆರೋಗ್ಯ [713, 798, 1023, 868]
story5-headline: ಶೇ.56ರಷ್ಟು ಮೀಸಲಾತಿ ಸಂವಿಧಾನ 9ನೇ ಶೆಡ್ಯೂಲ್‌ಗೆ ಸೇರಿಸಲು ವಿ.ಎಸ್.ಉಗ್ರಪ್ಪ ಆಗ್ರಹ [53, 1589, 1276, 1639]
ad-address: ವಾರ್ಡ್ ನಂ. 26, ರೇನಾ ಕಾರ್ನರ್, [1136, 179, 1306, 196]
shop-rent-ad [1062, 68, 1379, 231]
collector-meeting-photo [713, 433, 1377, 793]
tobacco-meeting-photo [53, 1297, 545, 1490]
story3-headline: ಹನೂರು ತಾಲೂಕಿನ ಹಲವೆಡೆ ಧಾರಾಕಾರ ಮಳೆ [909, 889, 1278, 918]
ad-line: 35 X 11, ಚದುರ ಅಡಿ ವಿಸ್ತೀರ್ಣವುಳ್ಳ [1074, 112, 1308, 132]
ad-phone: ಸಂಪರ್ಕಿಸಿ: 9449035768 [1074, 156, 1255, 177]
svg-text:37: 37 [144, 113, 196, 156]
story5-column: 9ನೇ ವಿಧಿಯಲ್ಲಿ ಸೇರಿಸಿದ್ದರೆ, ಬಹುಶಃ ಹೈಕೋರ್ಟ್‌ನಿಂದ ತಡೆಗೆ ಅವಕಾಶವಾಗುತ್ತಿರಲಿಲ್ಲ ಎಂದರು. ಸುಪ್ರೀಂಕೋರ್ಟ್ ನ್ಯಾಯಾಲಯದ ತೀರ್ಪಿನಂತೆ ಒಟ್ಟು ಮೀಸಲಾತಿ ಶೇ 50 ಮೀರುವಂತಿಲ್ಲ ಆದರೆ, ಮೀಸಲಾತಿ ಹೆಚ್ಚಳಕ್ಕೆ ಮಾರ್ಗದರ್ಶನಗಳಿಗೆ ಅನುಗುಣವಾಗಿ ಏರಿಸಬಹುದು ಎಂದು ತೀರ್ಪಿನಲ್ಲಿದೆ. ಅದರ, ಈ ಹೆಚ್ಚಳ ಸಂವಿಧಾನದ 9ನೇ ವಿಧಿಯಲ್ಲಿ ಸೇರಿಸುವುದು ಅವಶ್ಯಕ. ಮುಖ್ಯಮಂತ್ರಿ ಸರ್ಕಾರದಲ್ಲಿ ಅಂದಿನ ಮುಖ್ಯ ಕಾರ್ಯದರ್ಶಿಗಳು ಕೇಂದ್ರ ಸರ್ಕಾರಕ್ಕೆ ಪತ್ರ ಬರೆದು ಸಂವಿಧಾನ 9ನೇ [416, 1975, 724, 2107]
press-meet-photo [416, 1670, 1046, 1967]
ad-address: ಚಾಮರಾಜನಗರ [1184, 216, 1257, 233]
issue-info-strip-english: Volume-37 Edition 24 Postal Reg.No.j/KA/SK/NJD-329/2024-2026 KAR/KAN/P/RNI-NO-58162/1992 Chamarajanagara 19-05-2026 Tuesday Phone 222623 Page-4 Rs.2 [53, 283, 1377, 310]
